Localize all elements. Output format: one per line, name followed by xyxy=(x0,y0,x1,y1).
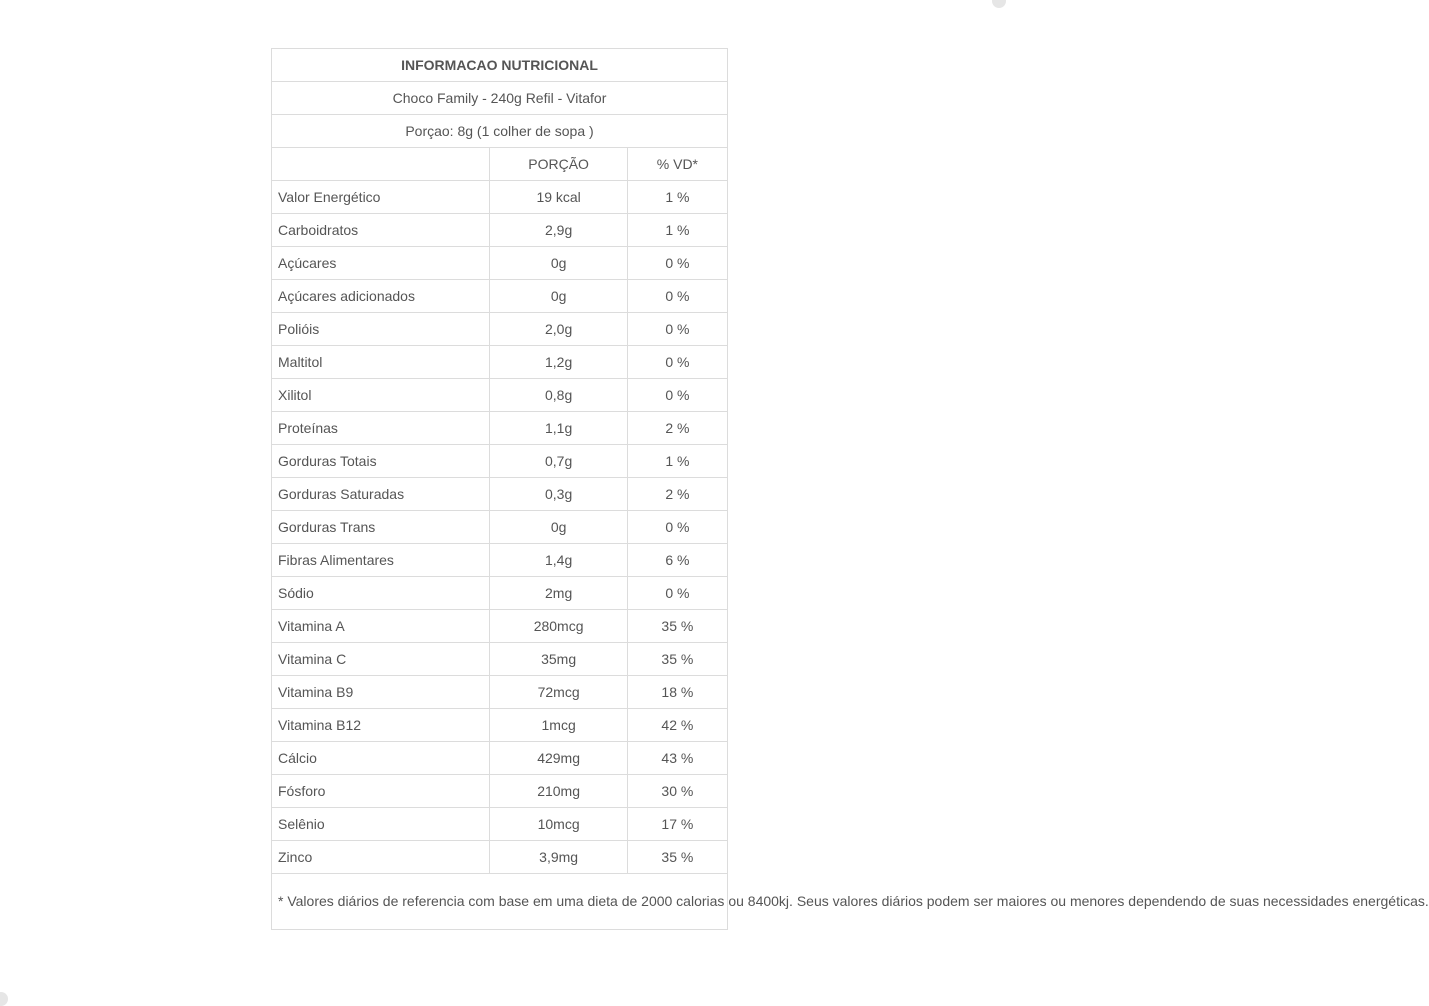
nutrient-row xyxy=(272,775,728,808)
nutrient-name: Proteínas xyxy=(272,412,490,445)
nutrient-name: Xilitol xyxy=(272,379,490,412)
nutrient-portion: 3,9mg xyxy=(490,841,627,874)
nutrient-name: Maltitol xyxy=(272,346,490,379)
nutrient-portion: 0g xyxy=(490,280,627,313)
nutrient-portion: 0,3g xyxy=(490,478,627,511)
nutrient-portion: 210mg xyxy=(490,775,627,808)
nutrient-row xyxy=(272,742,728,775)
nutrient-daily-value: 6 % xyxy=(627,544,727,577)
nutrient-portion: 1mcg xyxy=(490,709,627,742)
table-title: INFORMACAO NUTRICIONAL xyxy=(272,49,728,82)
nutrient-daily-value: 2 % xyxy=(627,478,727,511)
nutrient-row xyxy=(272,676,728,709)
nutrient-daily-value: 0 % xyxy=(627,511,727,544)
nutrient-daily-value: 0 % xyxy=(627,577,727,610)
nutrient-name: Vitamina C xyxy=(272,643,490,676)
nutrient-row xyxy=(272,247,728,280)
nutrient-name: Açúcares xyxy=(272,247,490,280)
column-header-daily-value: % VD* xyxy=(627,148,727,181)
nutrient-daily-value: 1 % xyxy=(627,181,727,214)
serving-size: Porçao: 8g (1 colher de sopa ) xyxy=(272,115,728,148)
nutrient-row xyxy=(272,346,728,379)
nutrient-daily-value: 0 % xyxy=(627,346,727,379)
nutrient-daily-value: 0 % xyxy=(627,313,727,346)
nutrient-name: Sódio xyxy=(272,577,490,610)
nutrient-portion: 10mcg xyxy=(490,808,627,841)
nutrient-name: Vitamina B9 xyxy=(272,676,490,709)
nutrient-portion: 72mcg xyxy=(490,676,627,709)
product-row xyxy=(272,82,728,115)
nutrient-daily-value: 1 % xyxy=(627,445,727,478)
nutrient-row xyxy=(272,181,728,214)
nutrient-daily-value: 35 % xyxy=(627,643,727,676)
nutrient-row xyxy=(272,379,728,412)
nutrient-portion: 429mg xyxy=(490,742,627,775)
nutrient-portion: 1,4g xyxy=(490,544,627,577)
nutrient-daily-value: 35 % xyxy=(627,610,727,643)
nutrient-row xyxy=(272,709,728,742)
nutrient-row xyxy=(272,544,728,577)
nutrient-name: Gorduras Saturadas xyxy=(272,478,490,511)
column-header-portion: PORÇÃO xyxy=(490,148,627,181)
nutrient-name: Polióis xyxy=(272,313,490,346)
corner-decoration xyxy=(0,992,8,1006)
nutrient-portion: 2mg xyxy=(490,577,627,610)
nutrient-name: Cálcio xyxy=(272,742,490,775)
nutrient-portion: 280mcg xyxy=(490,610,627,643)
nutrient-row xyxy=(272,445,728,478)
nutrient-name: Vitamina A xyxy=(272,610,490,643)
nutrient-name: Fósforo xyxy=(272,775,490,808)
nutrient-daily-value: 43 % xyxy=(627,742,727,775)
nutrient-daily-value: 17 % xyxy=(627,808,727,841)
column-header-empty xyxy=(272,148,490,181)
nutrient-row xyxy=(272,808,728,841)
nutrient-portion: 0,8g xyxy=(490,379,627,412)
nutrient-name: Gorduras Totais xyxy=(272,445,490,478)
nutrient-name: Açúcares adicionados xyxy=(272,280,490,313)
nutrient-row xyxy=(272,511,728,544)
nutrient-name: Vitamina B12 xyxy=(272,709,490,742)
nutrient-portion: 1,1g xyxy=(490,412,627,445)
column-header-row xyxy=(272,148,728,181)
nutrient-name: Zinco xyxy=(272,841,490,874)
product-name: Choco Family - 240g Refil - Vitafor xyxy=(272,82,728,115)
nutrient-row xyxy=(272,478,728,511)
nutrient-row xyxy=(272,841,728,874)
nutrient-row xyxy=(272,313,728,346)
nutrient-daily-value: 42 % xyxy=(627,709,727,742)
nutrient-portion: 1,2g xyxy=(490,346,627,379)
nutrient-portion: 0g xyxy=(490,511,627,544)
nutrient-row xyxy=(272,214,728,247)
nutrient-name: Valor Energético xyxy=(272,181,490,214)
nutrient-portion: 0g xyxy=(490,247,627,280)
nutrient-name: Fibras Alimentares xyxy=(272,544,490,577)
nutrient-daily-value: 18 % xyxy=(627,676,727,709)
nutrient-daily-value: 2 % xyxy=(627,412,727,445)
nutrient-name: Carboidratos xyxy=(272,214,490,247)
table-title-row xyxy=(272,49,728,82)
footnote-row xyxy=(272,874,728,930)
nutrient-row xyxy=(272,610,728,643)
nutrient-portion: 2,9g xyxy=(490,214,627,247)
serving-row xyxy=(272,115,728,148)
nutrient-daily-value: 1 % xyxy=(627,214,727,247)
nutrient-daily-value: 0 % xyxy=(627,379,727,412)
nutrient-row xyxy=(272,280,728,313)
footnote-text: * Valores diários de referencia com base em uma dieta de 2000 calorias ou 8400kj. Seus valores diários podem ser maiores ou menores dependendo de suas necessidades energéticas. xyxy=(272,874,728,930)
nutrient-name: Gorduras Trans xyxy=(272,511,490,544)
nutrient-row xyxy=(272,577,728,610)
nutrient-name: Selênio xyxy=(272,808,490,841)
nutrition-facts-table xyxy=(271,48,1429,930)
nutrient-daily-value: 35 % xyxy=(627,841,727,874)
nutrient-portion: 35mg xyxy=(490,643,627,676)
nutrient-daily-value: 0 % xyxy=(627,247,727,280)
nutrient-row xyxy=(272,643,728,676)
nutrient-portion: 19 kcal xyxy=(490,181,627,214)
nutrient-daily-value: 0 % xyxy=(627,280,727,313)
nutrient-daily-value: 30 % xyxy=(627,775,727,808)
corner-decoration xyxy=(992,0,1006,8)
nutrient-portion: 0,7g xyxy=(490,445,627,478)
nutrient-row xyxy=(272,412,728,445)
nutrient-portion: 2,0g xyxy=(490,313,627,346)
